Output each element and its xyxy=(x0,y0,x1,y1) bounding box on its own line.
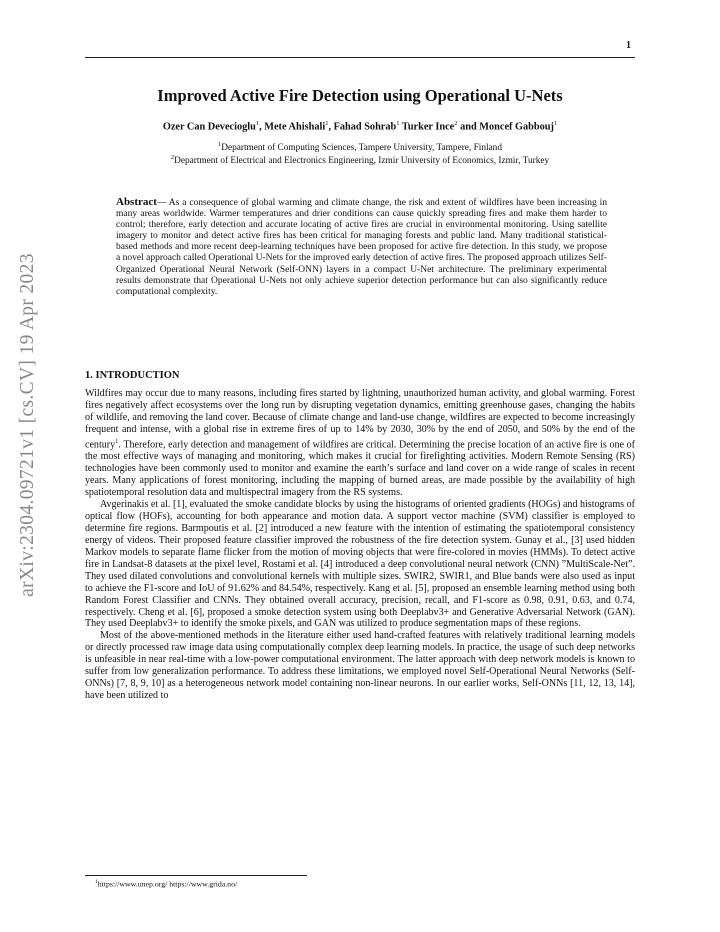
page-number: 1 xyxy=(626,40,631,51)
paragraph: Most of the above-mentioned methods in the literature either used hand-crafted features with relatively traditional learning models or directly processed raw image data using computationally complex deep learning models. In practice, the usage of such deep networks is unfeasible in near real-time with a low-power computational environment. The latter approach with deep network models is known to suffer from low generalization performance. To address these limitations, we employed novel Self-Operational Neural Networks (Self-ONNs) [7, 8, 9, 10] as a heterogeneous network model containing non-linear neurons. In our earlier works, Self-ONNs [11, 12, 13, 14], have been utilized to xyxy=(85,630,635,702)
footnote-mark: 1 xyxy=(115,437,119,445)
header-rule xyxy=(85,57,635,58)
section-heading-introduction: 1. INTRODUCTION xyxy=(85,370,180,381)
paragraph: Avgerinakis et al. [1], evaluated the smoke candidate blocks by using the histograms of oriented gradients (HOGs) and histograms of optical flow (HOFs), accounting for both appearance and motion data. A support vector machine (SVM) classifier is employed to determine fire regions. Barmpoutis et al. [2] introduced a new feature with the intention of estimating the spatiotemporal consistency energy of videos. Their proposed feature classifier improved the robustness of the fire detection system. Gunay et al., [3] used hidden Markov models to separate flame flicker from the motion of moving objects that were fire-colored in movies (HMMs). To detect active fire in Landsat-8 datasets at the pixel level, Rostami et al. [4] introduced a deep convolutional neural network (CNN) ”MultiScale-Net”. They used dilated convolutions and convolutional kernels with multiple sizes. SWIR2, SWIR1, and Blue bands were also used as input to achieve the F1-score and IoU of 91.62% and 84.54%, respectively. Kang et al. [5], proposed an ensemble learning method using both Random Forest Classifier and CNNs. They obtained overall accuracy, precision, recall, and F1-score as 0.98, 0.91, 0.63, and 0.74, respectively. Cheng et al. [6], proposed a smoke detection system using both Deeplabv3+ and Generative Adversarial Network (GAN). They used Deeplabv3+ to identify the smoke pixels, and GAN was utilized to produce segmentation maps of these regions. xyxy=(85,498,635,630)
affiliation-number: 1 xyxy=(218,141,222,148)
author-name: Mete Ahishali xyxy=(264,121,326,133)
footnote-rule xyxy=(85,875,307,876)
paragraph-text: . Therefore, early detection and management of wildfires are critical. Determining the precise location of an active fire is one of the most effective ways of managing and monitoring, which makes it crucial for firefighting activities. Modern Remote Sensing (RS) technologies have been commonly used to monitor and examine the earth’s surface and land cover on a wide range of scales in recent years. Many applications of forest monitoring, including the mapping of burned areas, are made possible by the availability of high spatiotemporal resolution data and multispectral imagery from the RS systems. xyxy=(85,439,635,498)
author-affiliation-mark: 2 xyxy=(454,120,458,127)
author-name: Moncef Gabbouj xyxy=(479,121,554,133)
paragraph-text: Wildfires may occur due to many reasons, including fires started by lightning, unauthorized human activity, and global warming. Forest fires negatively affect ecosystems over the long run by disrupting vegetation dynamics, emitting greenhouse gases, changing the habits of wildlife, and removing the land cover. Because of climate change and land-use change, wildfires are expected to become increasingly frequent and intense, with a global rise in extreme fires of up to 14% by 2030, 30% by the end of 2050, and 50% by the end of the century xyxy=(85,388,635,451)
author-name: Fahad Sohrab xyxy=(333,121,397,133)
affiliation-number: 2 xyxy=(170,154,175,161)
abstract xyxy=(116,197,607,298)
affiliation-text: Department of Computing Sciences, Tampere University, Tampere, Finland xyxy=(221,143,502,154)
affiliation-2 xyxy=(85,154,635,166)
affiliation-1 xyxy=(85,141,635,153)
abstract-label: Abstract xyxy=(116,196,157,208)
author-affiliation-mark: 1 xyxy=(396,120,400,127)
affiliation-text: Department of Electrical and Electronics Engineering, Izmir University of Economics, Izmir, Turkey xyxy=(174,156,550,167)
arxiv-identifier-sidebar xyxy=(8,215,48,635)
footnote xyxy=(95,879,237,889)
abstract-text: — As a consequence of global warming and climate change, the risk and extent of wildfires have been increasing in many areas worldwide. Warmer temperatures and drier conditions can cause quickly spreading fires and make them harder to control; therefore, early detection and accurate locating of active fires are crucial in environmental monitoring. Using satellite imagery to monitor and detect active fires has been critical for managing forests and public land. Many traditional statistical-based methods and more recent deep-learning techniques have been proposed for active fire detection. In this study, we propose a novel approach called Operational U-Nets for the improved early detection of active fires. The proposed approach utilizes Self-Organized Operational Neural Network (Self-ONN) layers in a compact U-Net architecture. The preliminary experimental results demonstrate that Operational U-Nets not only achieve superior detection performance but can also significantly reduce computational complexity. xyxy=(116,198,607,297)
author-separator: , xyxy=(328,121,334,133)
footnote-text: https://www.unep.org/ https://www.grida.no/ xyxy=(97,879,238,889)
author-affiliation-mark: 1 xyxy=(553,120,558,127)
introduction-body xyxy=(85,388,635,702)
author-affiliation-mark: 1 xyxy=(255,120,260,127)
author-conjunction: and xyxy=(457,121,480,133)
arxiv-identifier: arXiv:2304.09721v1 [cs.CV] 19 Apr 2023 xyxy=(17,253,38,597)
author-name: Turker Ince xyxy=(401,121,455,133)
author-list xyxy=(85,120,635,132)
footnote-number: 1 xyxy=(95,879,98,885)
author-affiliation-mark: 1 xyxy=(325,120,329,127)
paper-title: Improved Active Fire Detection using Operational U-Nets xyxy=(157,86,563,105)
author-separator: , xyxy=(259,121,265,133)
author-name: Ozer Can Devecioglu xyxy=(162,121,256,133)
paragraph xyxy=(85,388,635,499)
